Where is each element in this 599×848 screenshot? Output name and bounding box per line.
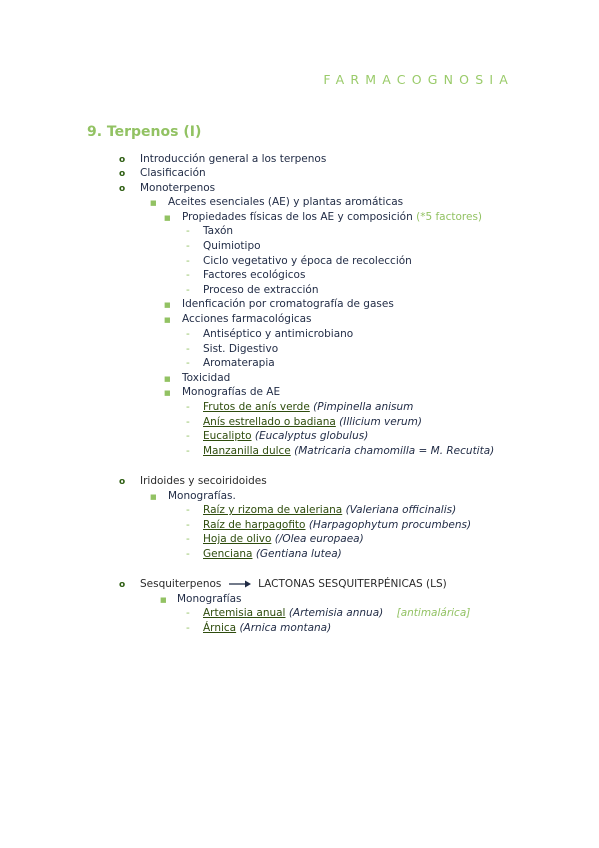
document-header: FARMACOGNOSIA <box>323 72 514 87</box>
bullet-dash: - <box>186 401 190 413</box>
bullet-square: ■ <box>164 389 171 397</box>
bullet-o: o <box>119 580 126 590</box>
item-aromaterapia: Aromaterapia <box>203 357 275 369</box>
bullet-square: ■ <box>164 214 171 222</box>
lactonas-text: LACTONAS SESQUITERPÉNICAS (LS) <box>258 578 447 590</box>
harpagofito-link[interactable]: Raíz de harpagofito <box>203 519 306 531</box>
bullet-o: o <box>119 155 126 165</box>
item-acciones: Acciones farmacológicas <box>182 313 312 325</box>
bullet-dash: - <box>186 519 190 531</box>
item-iridoides: Iridoides y secoiridoides <box>140 475 267 487</box>
bullet-o: o <box>119 184 126 194</box>
item-propiedades <box>182 210 482 224</box>
harpagofito-sci: (Harpagophytum procumbens) <box>308 519 472 531</box>
bullet-dash: - <box>186 357 190 369</box>
bullet-dash: - <box>186 225 190 237</box>
item-olivo <box>203 532 364 546</box>
item-harpagofito <box>203 518 471 532</box>
bullet-square: ■ <box>160 596 167 604</box>
eucalipto-link[interactable]: Eucalipto <box>203 430 252 442</box>
item-artemisia <box>203 606 470 620</box>
olivo-link[interactable]: Hoja de olivo <box>203 533 272 545</box>
item-manzanilla <box>203 444 494 458</box>
bullet-dash: - <box>186 343 190 355</box>
bullet-dash: - <box>186 430 190 442</box>
bullet-dash: - <box>186 445 190 457</box>
item-clasificacion: Clasificación <box>140 167 206 179</box>
item-ciclo: Ciclo vegetativo y época de recolección <box>203 255 412 267</box>
item-antiseptico: Antiséptico y antimicrobiano <box>203 328 354 340</box>
item-monografias-iridoides: Monografías. <box>168 490 236 502</box>
item-factores: Factores ecológicos <box>203 269 306 281</box>
bullet-dash: - <box>186 504 190 516</box>
item-monoterpenos: Monoterpenos <box>140 182 216 194</box>
bullet-square: ■ <box>150 493 157 501</box>
item-anis <box>203 400 413 414</box>
bullet-square: ■ <box>164 316 171 324</box>
bullet-dash: - <box>186 284 190 296</box>
item-digestivo: Sist. Digestivo <box>203 343 279 355</box>
item-valeriana <box>203 503 456 517</box>
estrellado-sci: (Illicium verum) <box>339 416 422 428</box>
valeriana-link[interactable]: Raíz y rizoma de valeriana <box>203 504 343 516</box>
artemisia-link[interactable]: Artemisia anual <box>203 607 286 619</box>
bullet-o: o <box>119 477 126 487</box>
arnica-sci: (Arnica montana) <box>239 622 332 634</box>
bullet-dash: - <box>186 533 190 545</box>
propiedades-note: (*5 factores) <box>416 211 483 223</box>
bullet-dash: - <box>186 548 190 560</box>
section-title: 9. Terpenos (I) <box>87 124 202 140</box>
item-estrellado <box>203 415 422 429</box>
artemisia-note: [antimalárica] <box>396 607 471 619</box>
item-quimiotipo: Quimiotipo <box>203 240 261 252</box>
estrellado-link[interactable]: Anís estrellado o badiana <box>203 416 336 428</box>
valeriana-sci: (Valeriana officinalis) <box>345 504 457 516</box>
item-toxicidad: Toxicidad <box>182 372 231 384</box>
item-monografias-sesqui: Monografías <box>177 593 242 605</box>
manzanilla-link[interactable]: Manzanilla dulce <box>203 445 291 457</box>
artemisia-sci: (Artemisia annua) <box>288 607 384 619</box>
bullet-dash: - <box>186 607 190 619</box>
anis-link[interactable]: Frutos de anís verde <box>203 401 310 413</box>
bullet-dash: - <box>186 269 190 281</box>
eucalipto-sci: (Eucalyptus globulus) <box>254 430 369 442</box>
item-intro: Introducción general a los terpenos <box>140 153 327 165</box>
bullet-dash: - <box>186 416 190 428</box>
bullet-dash: - <box>186 255 190 267</box>
genciana-link[interactable]: Genciana <box>203 548 253 560</box>
bullet-dash: - <box>186 622 190 634</box>
item-arnica <box>203 621 331 635</box>
bullet-square: ■ <box>164 301 171 309</box>
item-proceso: Proceso de extracción <box>203 284 319 296</box>
bullet-square: ■ <box>164 375 171 383</box>
arrow-right-icon <box>229 580 251 588</box>
item-aceites: Aceites esenciales (AE) y plantas aromáticas <box>168 196 404 208</box>
bullet-square: ■ <box>150 199 157 207</box>
bullet-dash: - <box>186 328 190 340</box>
item-idenficacion: Idenficación por cromatografía de gases <box>182 298 394 310</box>
bullet-dash: - <box>186 240 190 252</box>
item-eucalipto <box>203 429 368 443</box>
propiedades-text: Propiedades físicas de los AE y composición <box>182 211 413 223</box>
item-genciana <box>203 547 342 561</box>
bullet-o: o <box>119 169 126 179</box>
item-taxon: Taxón <box>203 225 234 237</box>
olivo-sci: (/Olea europaea) <box>274 533 364 545</box>
manzanilla-sci: (Matricaria chamomilla = M. Recutita) <box>294 445 495 457</box>
anis-sci: (Pimpinella anisum <box>313 401 414 413</box>
sesqui-text: Sesquiterpenos <box>140 578 222 590</box>
genciana-sci: (Gentiana lutea) <box>255 548 342 560</box>
arnica-link[interactable]: Árnica <box>203 622 237 634</box>
item-sesquiterpenos <box>140 577 447 591</box>
item-monografias-ae: Monografías de AE <box>182 386 281 398</box>
